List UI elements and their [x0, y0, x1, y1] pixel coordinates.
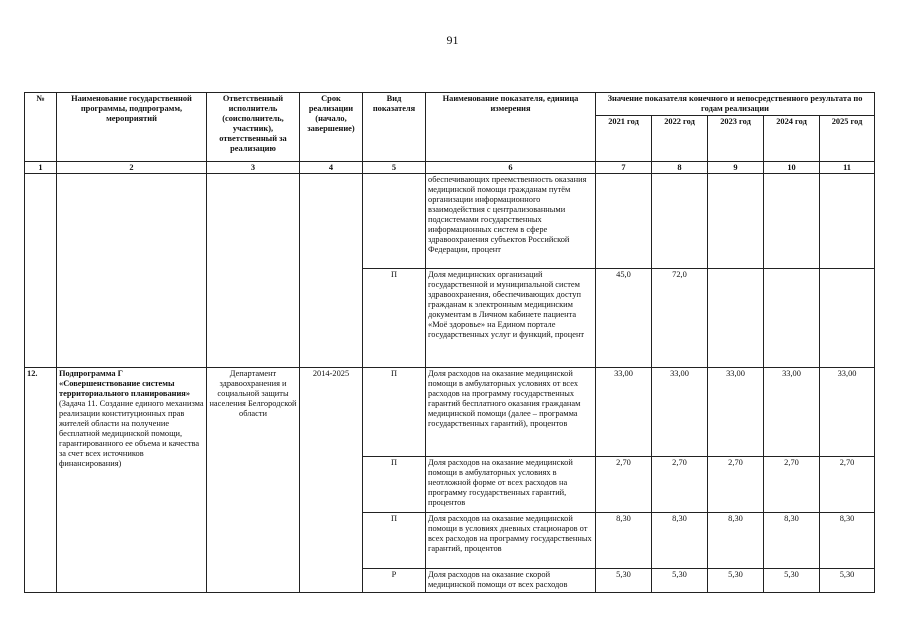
column-number: 2	[57, 162, 207, 174]
program-task: (Задача 11. Создание единого механизма реализации конституционных прав жителей области на получение бесплатной медицинской помощи, гарантированного ее объема и качества за счет всех источников финансирования)	[59, 399, 204, 468]
indicators-table	[24, 92, 875, 593]
program-responsible: Департамент здравоохранения и социальной защиты населения Белгородской области	[207, 368, 300, 593]
value-2024	[764, 269, 820, 368]
value-2024: 5,30	[764, 569, 820, 593]
row-term-empty	[300, 174, 363, 368]
column-number: 4	[300, 162, 363, 174]
value-2022: 8,30	[652, 513, 708, 569]
column-numbers-row	[25, 162, 875, 174]
value-2022: 5,30	[652, 569, 708, 593]
page-number: 91	[446, 33, 459, 47]
program-title: Подпрограмма Г «Совершенствование системы территориального планирования»	[59, 369, 191, 398]
header-term: Срок реализации (начало, завершение)	[300, 93, 363, 162]
value-2023	[708, 269, 764, 368]
value-2025: 2,70	[820, 457, 875, 513]
value-2024: 33,00	[764, 368, 820, 457]
value-2025: 8,30	[820, 513, 875, 569]
indicator-name: обеспечивающих преемственность оказания медицинской помощи гражданам путём организации информационного взаимодействия с централизованными подсистемами государственных информационных систем в сфере здравоохранения субъектов Российской Федерации, процент	[426, 174, 596, 269]
header-year-2021: 2021 год	[596, 116, 652, 162]
value-2021	[596, 174, 652, 269]
value-2023	[708, 174, 764, 269]
column-number: 5	[363, 162, 426, 174]
value-2025: 5,30	[820, 569, 875, 593]
value-2021: 45,0	[596, 269, 652, 368]
row-responsible-empty	[207, 174, 300, 368]
program-number: 12.	[25, 368, 57, 593]
header-responsible: Ответственный исполнитель (соисполнитель, участник), ответственный за реализацию	[207, 93, 300, 162]
table-row	[25, 174, 875, 269]
column-number: 7	[596, 162, 652, 174]
value-2023: 2,70	[708, 457, 764, 513]
value-2025: 33,00	[820, 368, 875, 457]
value-2025	[820, 269, 875, 368]
header-year-2023: 2023 год	[708, 116, 764, 162]
column-number: 3	[207, 162, 300, 174]
header-type: Вид показателя	[363, 93, 426, 162]
indicator-name: Доля расходов на оказание скорой медицинской помощи от всех расходов	[426, 569, 596, 593]
indicator-type: П	[363, 513, 426, 569]
header-year-2022: 2022 год	[652, 116, 708, 162]
indicator-type: П	[363, 457, 426, 513]
header-indicator: Наименование показателя, единица измерения	[426, 93, 596, 162]
value-2023: 5,30	[708, 569, 764, 593]
row-name-empty	[57, 174, 207, 368]
column-number: 8	[652, 162, 708, 174]
header-name: Наименование государственной программы, подпрограмм, мероприятий	[57, 93, 207, 162]
value-2024: 8,30	[764, 513, 820, 569]
column-number: 1	[25, 162, 57, 174]
header-year-2024: 2024 год	[764, 116, 820, 162]
indicator-type: Р	[363, 569, 426, 593]
indicator-name: Доля расходов на оказание медицинской помощи в амбулаторных условиях от всех расходов на программу государственных гарантий бесплатного оказания гражданам медицинской помощи (далее – программа государственных гарантий), процентов	[426, 368, 596, 457]
value-2022: 2,70	[652, 457, 708, 513]
value-2021: 5,30	[596, 569, 652, 593]
indicator-type	[363, 174, 426, 269]
value-2021: 2,70	[596, 457, 652, 513]
value-2023: 33,00	[708, 368, 764, 457]
column-number: 11	[820, 162, 875, 174]
value-2022	[652, 174, 708, 269]
header-year-2025: 2025 год	[820, 116, 875, 162]
indicator-type: П	[363, 368, 426, 457]
program-term: 2014-2025	[300, 368, 363, 593]
value-2022: 72,0	[652, 269, 708, 368]
indicator-type: П	[363, 269, 426, 368]
header-values: Значение показателя конечного и непосредственного результата по годам реализации	[596, 93, 875, 116]
indicator-name: Доля медицинских организаций государственной и муниципальной систем здравоохранения, обеспечивающих доступ гражданам к электронным медицинским документам в Личном кабинете пациента «Моё здоровье» на Едином портале государственных услуг и функций, процент	[426, 269, 596, 368]
row-no-empty	[25, 174, 57, 368]
program-name	[57, 368, 207, 593]
value-2021: 8,30	[596, 513, 652, 569]
value-2021: 33,00	[596, 368, 652, 457]
column-number: 10	[764, 162, 820, 174]
column-number: 6	[426, 162, 596, 174]
header-no: №	[25, 93, 57, 162]
value-2024: 2,70	[764, 457, 820, 513]
value-2025	[820, 174, 875, 269]
value-2024	[764, 174, 820, 269]
indicator-name: Доля расходов на оказание медицинской помощи в амбулаторных условиях в неотложной форме от всех расходов на программу государственных гарантий, процентов	[426, 457, 596, 513]
column-number: 9	[708, 162, 764, 174]
table-row	[25, 368, 875, 457]
value-2022: 33,00	[652, 368, 708, 457]
value-2023: 8,30	[708, 513, 764, 569]
indicator-name: Доля расходов на оказание медицинской помощи в условиях дневных стационаров от всех расходов на программу государственных гарантий, процентов	[426, 513, 596, 569]
header-row	[25, 93, 875, 116]
